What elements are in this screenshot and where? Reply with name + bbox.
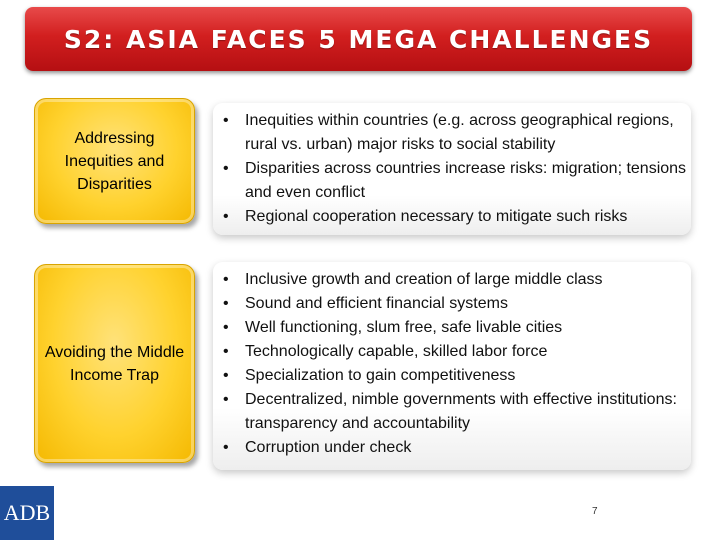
bullet-dot-icon: • (223, 208, 229, 225)
bullet-text: Inclusive growth and creation of large middle class (245, 271, 603, 288)
bullet-dot-icon: • (223, 271, 229, 288)
slide-title: S2: ASIA FACES 5 MEGA CHALLENGES (63, 24, 654, 54)
bullet-item (223, 205, 691, 229)
category-label-inequities: Addressing Inequities and Disparities (64, 129, 165, 193)
bullet-dot-icon: • (223, 439, 229, 456)
category-box-middle-income (34, 264, 195, 463)
bullet-dot-icon: • (223, 367, 229, 384)
adb-logo (0, 486, 54, 540)
bullet-item (223, 364, 691, 388)
bullet-item (223, 157, 691, 205)
bullet-item (223, 316, 691, 340)
bullet-text: Regional cooperation necessary to mitigate such risks (245, 208, 628, 225)
bullet-item (223, 388, 691, 436)
bullet-text: Well functioning, slum free, safe livable cities (245, 319, 563, 336)
bullet-item (223, 268, 691, 292)
title-banner (25, 7, 692, 71)
bullet-item (223, 436, 691, 460)
bullet-text: Disparities across countries increase risks: migration; tensions and even conflict (245, 160, 687, 201)
bullet-text: Decentralized, nimble governments with effective institutions: transparency and accountability (245, 391, 677, 432)
category-label-middle-income: Avoiding the Middle Income Trap (44, 343, 185, 384)
bullet-dot-icon: • (223, 295, 229, 312)
bullet-dot-icon: • (223, 343, 229, 360)
bullet-list-inequities (213, 103, 691, 229)
bullet-list-middle-income (213, 262, 691, 460)
bullet-dot-icon: • (223, 112, 229, 129)
bullet-item (223, 292, 691, 316)
bullet-text: Specialization to gain competitiveness (245, 367, 516, 384)
bullet-text: Technologically capable, skilled labor force (245, 343, 548, 360)
bullet-panel-middle-income (213, 262, 691, 470)
bullet-dot-icon: • (223, 391, 229, 408)
bullet-dot-icon: • (223, 319, 229, 336)
page-number: 7 (592, 506, 598, 517)
bullet-dot-icon: • (223, 160, 229, 177)
logo-text: ADB (3, 500, 51, 525)
bullet-text: Sound and efficient financial systems (245, 295, 508, 312)
bullet-item (223, 109, 691, 157)
bullet-text: Inequities within countries (e.g. across geographical regions, rural vs. urban) major risks to social stability (245, 112, 674, 153)
bullet-text: Corruption under check (245, 439, 412, 456)
bullet-item (223, 340, 691, 364)
bullet-panel-inequities (213, 103, 691, 235)
category-box-inequities (34, 98, 195, 224)
